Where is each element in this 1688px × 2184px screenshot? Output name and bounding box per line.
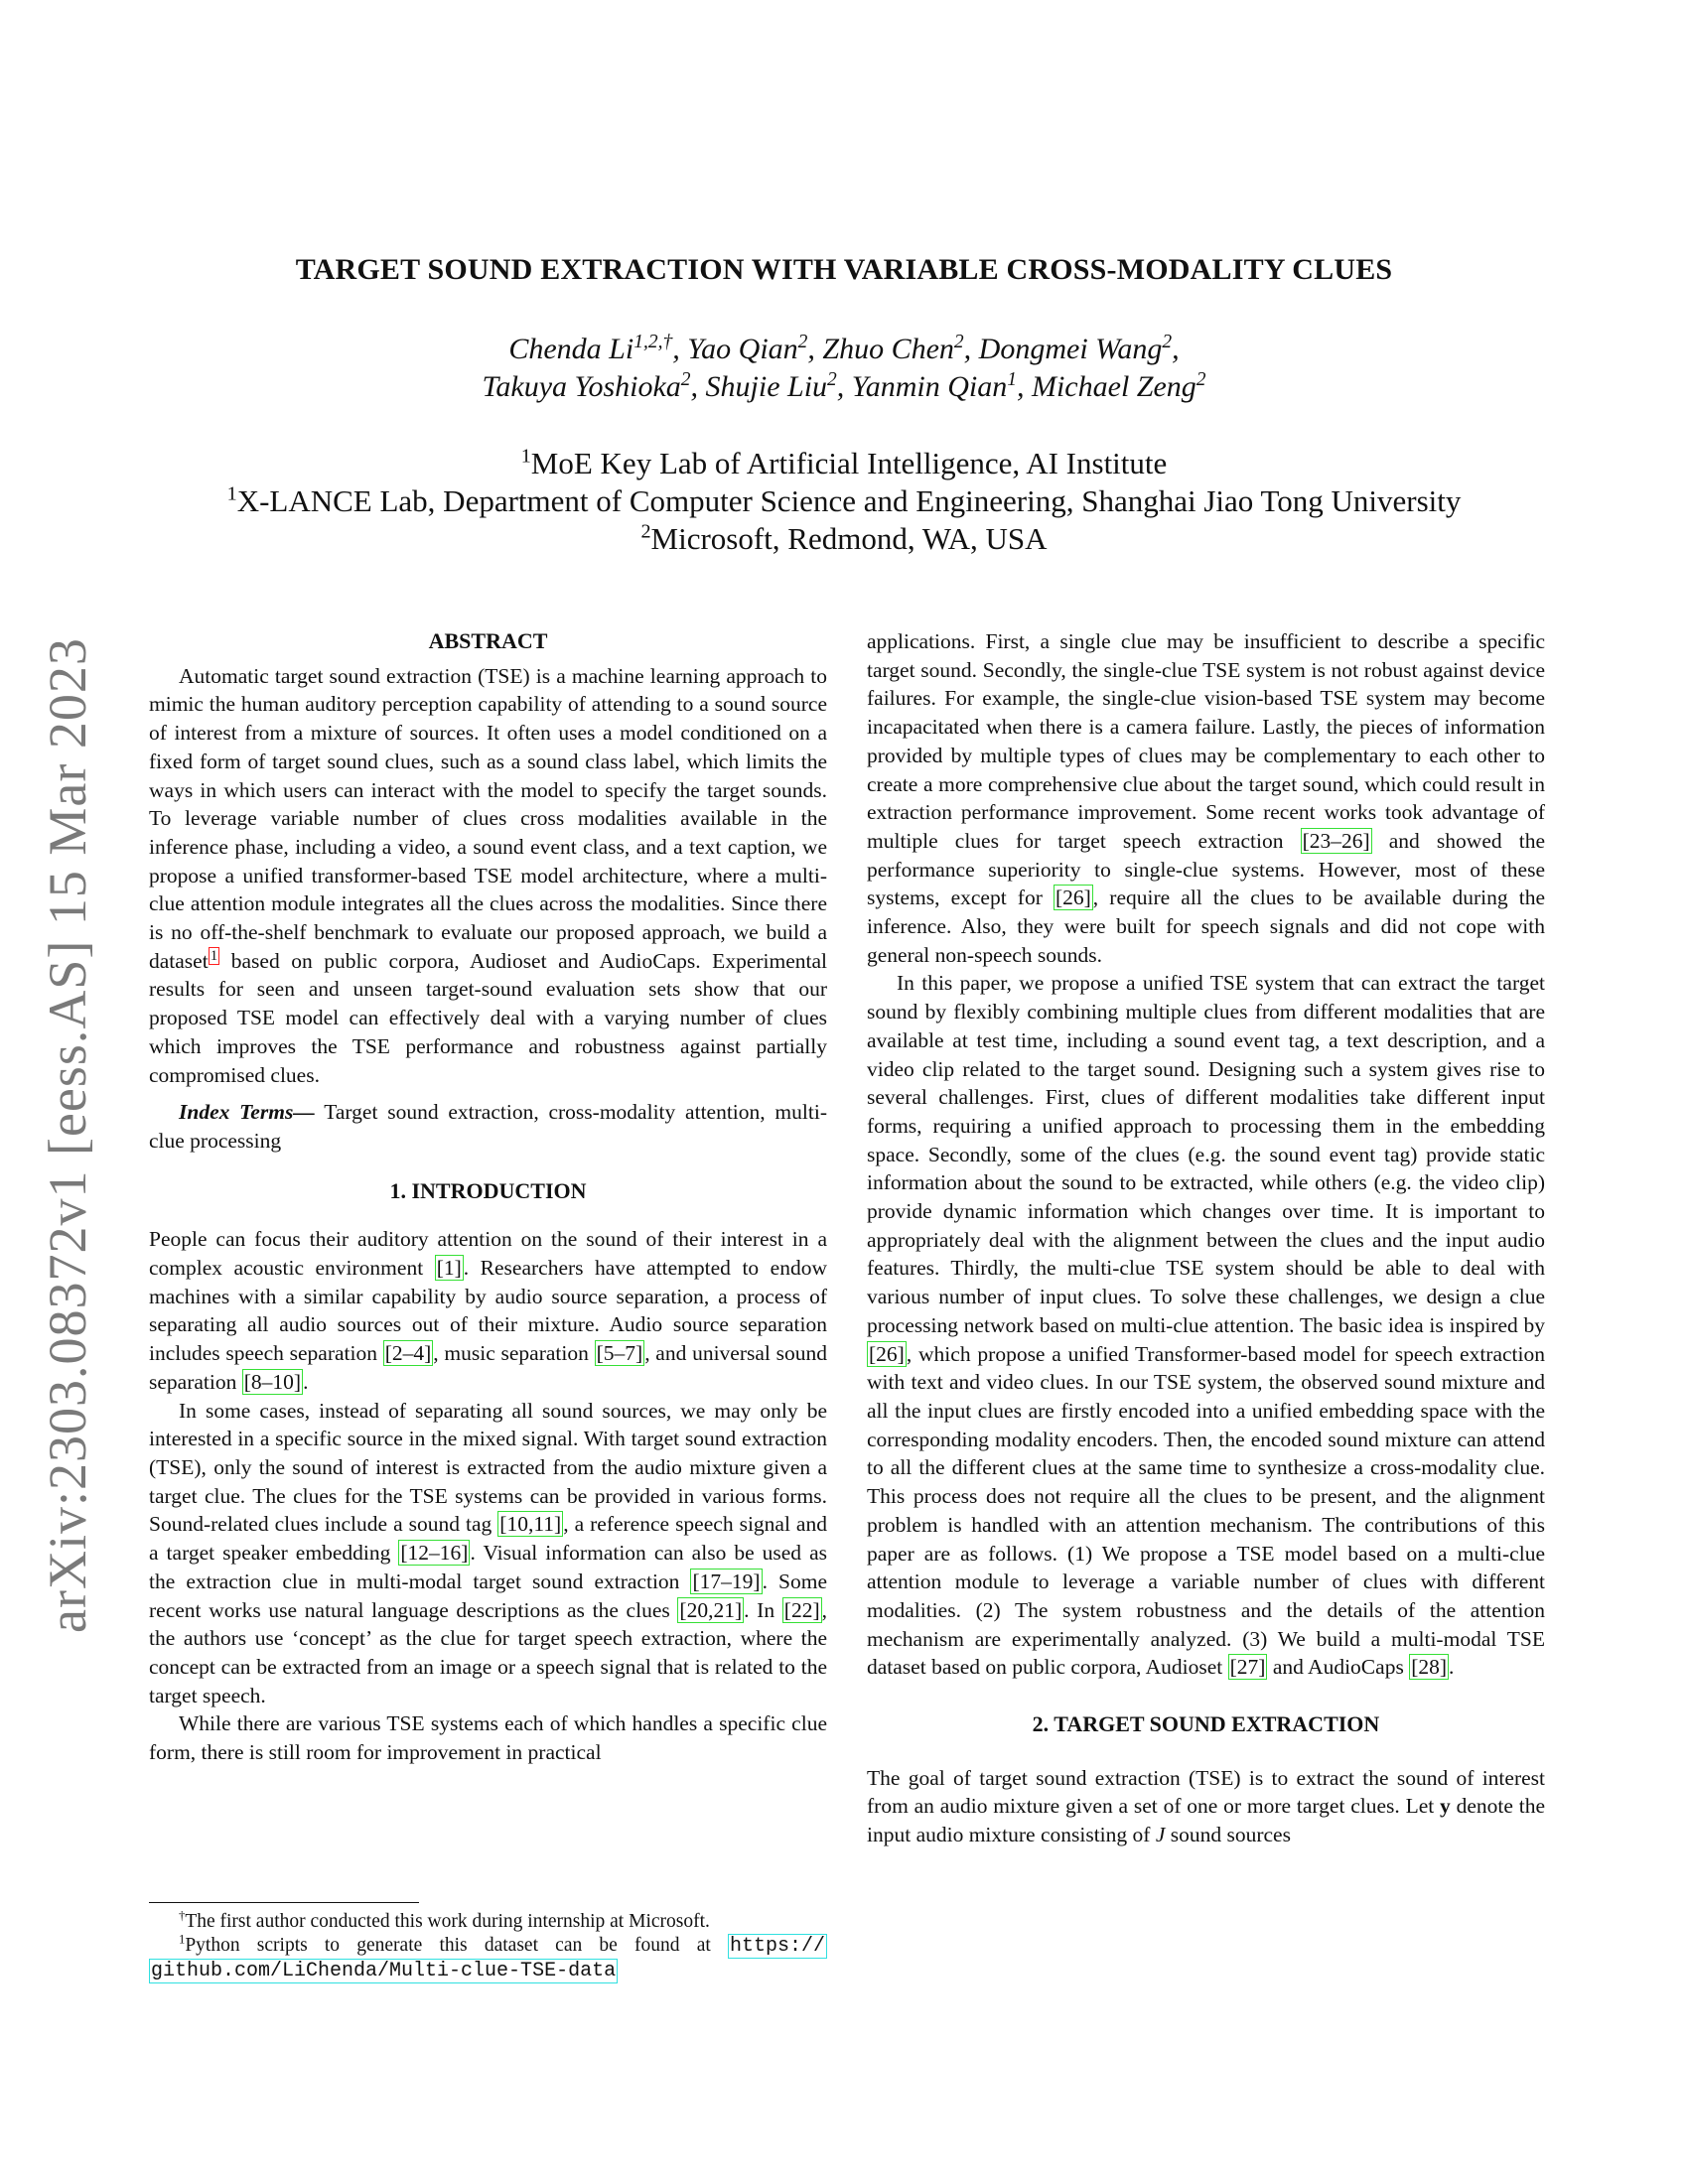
index-terms-label: Index Terms— <box>179 1100 315 1125</box>
affiliation-2: $^1$X-LANCE Lab, Department of Computer Science and Engineering, Shanghai Jiao Tong University <box>226 482 1462 518</box>
intro-paragraph-5: In this paper, we propose a unified TSE system that can extract the target sound by flexibly combining multiple clues from different modalities that are available at test time, including a sound event tag, a text description, and a video clip related to the target sound. Designing such a system gives rise to several challenges. First, clues of different modalities take different input forms, requiring a unified approach to processing them in the embedding space. Secondly, some of the clues (e.g. the sound event tag) provide static information about the sound to be extracted, while others (e.g. the video clip) provide dynamic information which changes over time. It is important to appropriately deal with the alignment between the clues and the input audio features. Thirdly, the multi-clue TSE system should be able to deal with various number of input clues. To solve these challenges, we design a clue processing network based on multi-clue attention. The basic idea is inspired by [26], which propose a unified Transformer-based model for speech extraction with text and video clues. In our TSE system, the observed sound mixture and all the input clues are firstly encoded into a unified embedding space with the corresponding modality encoders. Then, the encoded sound mixture can attend to all the different clues at the same time to synthesize a cross-modality clue. This process does not require all the clues to be present, and the alignment problem is handled with an attention mechanism. The contributions of this paper are as follows. (1) We propose a TSE model based on a multi-clue attention module to leverage a variable number of clues with different modalities. (2) The system robustness and the details of the attention mechanism are experimentally analyzed. (3) We build a multi-modal TSE dataset based on public corpora, Audioset [27] and AudioCaps [28]. <box>867 971 1545 1680</box>
affiliations <box>149 445 1539 558</box>
footnotes <box>149 1910 827 1983</box>
intro-paragraph-3: While there are various TSE systems each of which handles a specific clue form, there is still room for improvement in practical <box>149 1711 827 1765</box>
tse-paragraph-1: The goal of target sound extraction (TSE) is to extract the sound of interest from an audio mixture given a set of one or more target clues. Let y denote the input audio mixture consisting of J sound sources <box>867 1765 1545 1847</box>
section-heading-introduction: 1. INTRODUCTION <box>389 1177 587 1203</box>
affiliation-3: $^2$Microsoft, Redmond, WA, USA <box>640 520 1048 556</box>
abstract-heading: ABSTRACT <box>428 628 548 653</box>
intro-paragraph-1: People can focus their auditory attention on the sound of their interest in a complex acoustic environment [1]. Researchers have attempted to endow machines with a similar capability by audio source separation, a process of separating all audio sources out of their mixture. Audio source separation includes speech separation [2–4], music separation [5–7], and universal sound separation [8–10]. <box>149 1227 828 1394</box>
section-heading-tse: 2. TARGET SOUND EXTRACTION <box>1032 1711 1380 1737</box>
paper-title: TARGET SOUND EXTRACTION WITH VARIABLE CROSS-MODALITY CLUES <box>295 253 1393 286</box>
right-column <box>867 627 1545 1849</box>
footnote-dagger: †The first author conducted this work during internship at Microsoft. <box>179 1908 710 1932</box>
intro-paragraph-4: applications. First, a single clue may be insufficient to describe a specific target sound. Secondly, the single-clue TSE system is not robust against device failures. For example, the single-clue vision-based TSE system may become incapacitated when there is a camera failure. Lastly, the pieces of information provided by multiple types of clues may be complementary to each other to create a more comprehensive clue about the target sound, which could result in extraction performance improvement. Some recent works took advantage of multiple clues for target speech extraction [23–26] and showed the performance superiority to single-clue systems. However, most of these systems, except for [26], require all the clues to be available during the inference. Also, they were built for speech signals and did not cope with general non-speech sounds. <box>867 629 1545 967</box>
intro-paragraph-2: In some cases, instead of separating all sound sources, we may only be interested in a specific source in the mixed signal. With target sound extraction (TSE), only the sound of interest is extracted from the audio mixture given a target clue. The clues for the TSE systems can be provided in various forms. Sound-related clues include a sound tag [10,11], a reference speech signal and a target speaker embedding [12–16]. Visual information can also be used as the extraction clue in multi-modal target sound extraction [17–19]. Some recent works use natural language descriptions as the clues [20,21]. In [22], the authors use ‘concept’ as the clue for target speech extraction, where the concept can be extracted from an image or a speech signal that is related to the target speech. <box>149 1398 827 1707</box>
author-line-1: Chenda $Li^{1,2,\dagger}$, Yao Qian$^2$, Zhuo Chen$^2$, Dongmei Wang$^2$, <box>508 332 1180 365</box>
abstract-text: Automatic target sound extraction (TSE) is a machine learning approach to mimic the human auditory perception capability of attending to a sound source of interest from a mixture of sources. It often uses a model conditioned on a fixed form of target sound clues, such as a sound class label, which limits the ways in which users can interact with the model to specify the target sounds. To leverage variable number of clues cross modalities available in the inference phase, including a video, a sound event class, and a text caption, we propose a unified transformer-based TSE model architecture, where a multi-clue attention module integrates all the clues across the modalities. Since there is no off-the-shelf benchmark to evaluate our proposed approach, we build a dataset $^1$ based on public corpora, Audioset and AudioCaps. Experimental results for seen and unseen target-sound evaluation sets show that our proposed TSE model can effectively deal with a varying number of clues which improves the TSE performance and robustness against partially compromised clues. <box>149 663 827 1087</box>
author-list <box>149 331 1539 406</box>
index-terms <box>149 1098 827 1155</box>
footnote-1: $^1$Python scripts to generate this dataset can be found at https:// github.com/LiChenda/Multi-clue-TSE-data <box>151 1932 825 1982</box>
index-terms-text: Target sound extraction, cross-modality attention, multi-clue processing <box>149 1100 827 1153</box>
footnote-rule <box>149 1902 419 1903</box>
affiliation-1: $^1$MoE Key Lab of Artificial Intelligence, AI Institute <box>520 445 1168 480</box>
arxiv-identifier: arXiv:2303.08372v1 [eess.AS] 15 Mar 2023 <box>38 637 97 1633</box>
left-column <box>149 627 827 1767</box>
author-line-2: Takuya Yoshioka$^2$, Shujie Liu$^2$, Yanmin Qian$^1$, Michael Zeng$^2$ <box>482 369 1206 403</box>
